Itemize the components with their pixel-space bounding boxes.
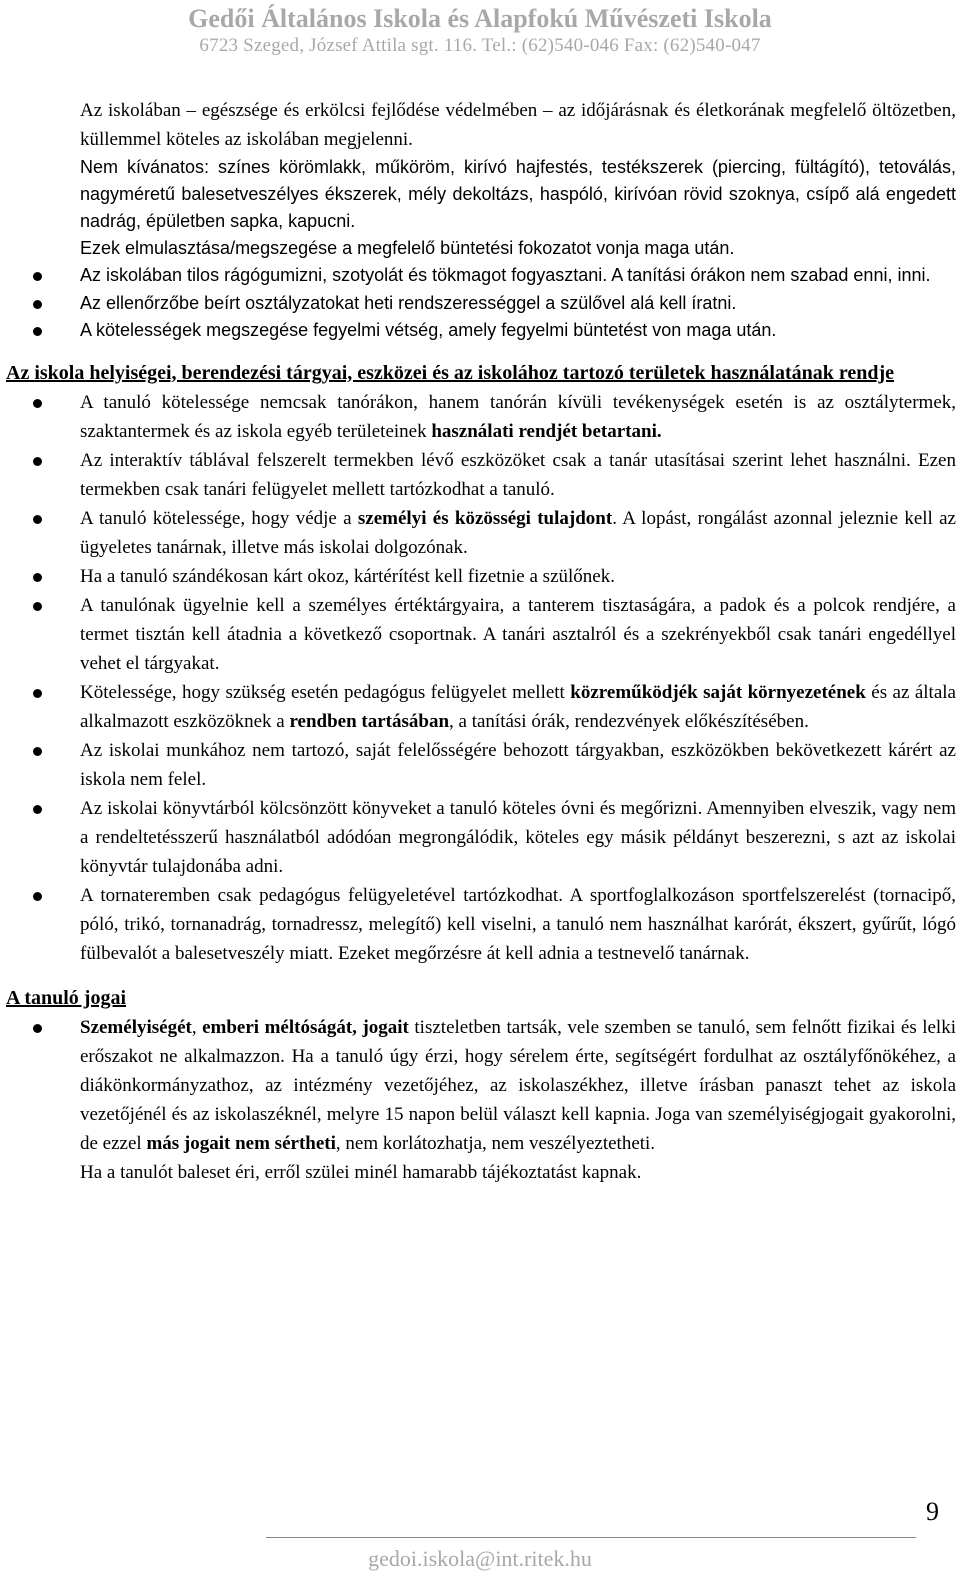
- bullet-icon: [33, 747, 42, 756]
- bullet-icon: [33, 573, 42, 582]
- intro-paragraph-1: Az iskolában – egészsége és erkölcsi fejlődése védelmében – az időjárásnak és életkorának megfelelő öltözetben, küllemmel köteles az iskolában megjelenni.: [80, 100, 956, 150]
- list-item: Az iskolai munkához nem tartozó, saját felelősségére behozott tárgyakban, eszközökben bekövetkezett kárért az iskola nem felel.: [0, 736, 956, 794]
- footer-divider: [266, 1537, 916, 1538]
- list-item: Az iskolai könyvtárból kölcsönzött könyveket a tanuló köteles óvni és megőrizni. Amennyiben elveszik, vagy nem a rendeltetésszerű használatból adódóan megrongálódik, köteles egy másik példányt beszerezni, s azt az iskolai könyvtár tulajdonába adni.: [0, 794, 956, 881]
- bullet-icon: [33, 892, 42, 901]
- document-body: [0, 96, 960, 1187]
- list-item: [0, 290, 956, 318]
- bullet-icon: [33, 457, 42, 466]
- page-header: [0, 4, 960, 58]
- bullet-icon: [33, 689, 42, 698]
- list-item: A tanulónak ügyelnie kell a személyes értéktárgyaira, a tanterem tisztaságára, a padok és a polcok rendjére, a termet tisztán kell átadnia a következő csoportnak. A tanári asztalról és a szekrényekből csak tanári engedéllyel vehet el tárgyakat.: [0, 591, 956, 678]
- rights-closing-paragraph: Ha a tanulót baleset éri, erről szülei minél hamarabb tájékoztatást kapnak.: [80, 1161, 642, 1183]
- list-item: A tornateremben csak pedagógus felügyeletével tartózkodhat. A sportfoglalkozáson sportfelszerelést (tornacipő, póló, trikó, tornanadrág, tornadressz, melegítő) kell viselni, a tanuló nem használhat karórát, ékszert, gyűrűt, lógó fülbevalót a balesetveszély miatt. Ezeket megőrzésre át kell adnia a testnevelő tanárnak.: [0, 881, 956, 968]
- list-item: Az interaktív táblával felszerelt termekben lévő eszközöket csak a tanár utasításai szerint lehet használni. Ezen termekben csak tanári felügyelet mellett tartózkodhat a tanuló.: [0, 446, 956, 504]
- list-item: [0, 262, 956, 290]
- bullet-icon: [33, 327, 42, 336]
- intro-bullet-list: [0, 262, 960, 345]
- bullet-icon: [33, 399, 42, 408]
- bullet-icon: [33, 300, 42, 309]
- bullet-icon: [33, 602, 42, 611]
- list-item: A tanuló kötelessége, hogy védje a személyi és közösségi tulajdont. A lopást, rongálást azonnal jeleznie kell az ügyeletes tanárnak, illetve más iskolai dolgozónak.: [0, 504, 956, 562]
- section-title-student-rights: A tanuló jogai: [6, 986, 127, 1009]
- list-item: A tanuló kötelessége nemcsak tanórákon, hanem tanórán kívüli tevékenységek esetén is az osztálytermek, szaktantermek és az iskola egyéb területeinek használati rendjét betartani.: [0, 388, 956, 446]
- section-title-premises: Az iskola helyiségei, berendezési tárgyai, eszközei és az iskolához tartozó területek használatának rendje: [6, 361, 895, 384]
- rights-bullet-list: [0, 1013, 960, 1158]
- school-name: Gedői Általános Iskola és Alapfokú Művészeti Iskola: [188, 4, 772, 33]
- list-item-text: Az ellenőrzőbe beírt osztályzatokat heti rendszerességgel a szülővel alá kell íratni.: [80, 292, 737, 313]
- bullet-icon: [33, 805, 42, 814]
- list-item-text: Az iskolában tilos rágógumizni, szotyolát és tökmagot fogyasztani. A tanítási órákon nem szabad enni, inni.: [80, 265, 931, 285]
- page-number: 9: [926, 1497, 939, 1526]
- school-address: 6723 Szeged, József Attila sgt. 116. Tel.: (62)540-046 Fax: (62)540-047: [199, 35, 761, 56]
- bullet-icon: [33, 515, 42, 524]
- bullet-icon: [33, 272, 42, 281]
- list-item: Ha a tanuló szándékosan kárt okoz, kártérítést kell fizetnie a szülőnek.: [0, 562, 956, 591]
- bullet-icon: [33, 1024, 42, 1033]
- list-item: [0, 317, 956, 345]
- intro-paragraph-2: Nem kívánatos: színes körömlakk, műköröm, kirívó hajfestés, testékszerek (piercing, fültágító), tetoválás, nagyméretű balesetveszélyes ékszerek, mély dekoltázs, haspóló, kirívóan rövid szoknya, csípő alá engedett nadrág, épületben sapka, kapucni.: [80, 157, 956, 231]
- premises-bullet-list: [0, 388, 960, 968]
- intro-paragraph-3: Ezek elmulasztása/megszegése a megfelelő büntetési fokozatot vonja maga után.: [80, 238, 735, 258]
- list-item: Kötelessége, hogy szükség esetén pedagógus felügyelet mellett közreműködjék saját környezetének és az általa alkalmazott eszközöknek a rendben tartásában, a tanítási órák, rendezvények előkészítésében.: [0, 678, 956, 736]
- footer-email: gedoi.iskola@int.ritek.hu: [368, 1546, 592, 1571]
- list-item: Személyiségét, emberi méltóságát, jogait tiszteletben tartsák, vele szemben se tanuló, sem felnőtt fizikai és lelki erőszakot ne alkalmazzon. Ha a tanuló úgy érzi, hogy sérelem érte, segítségért fordulhat az osztályfőnökéhez, a diákönkormányzathoz, az intézmény vezetőjéhez, az iskolaszékhez, illetve írásban panaszt tehet az iskola vezetőjénél és az iskolaszéknél, melyre 15 napon belül választ kell kapnia. Joga van személyiségjogait gyakorolni, de ezzel más jogait nem sértheti, nem korlátozhatja, nem veszélyeztetheti.: [0, 1013, 956, 1158]
- list-item-text: A kötelességek megszegése fegyelmi vétség, amely fegyelmi büntetést von maga után.: [80, 320, 777, 340]
